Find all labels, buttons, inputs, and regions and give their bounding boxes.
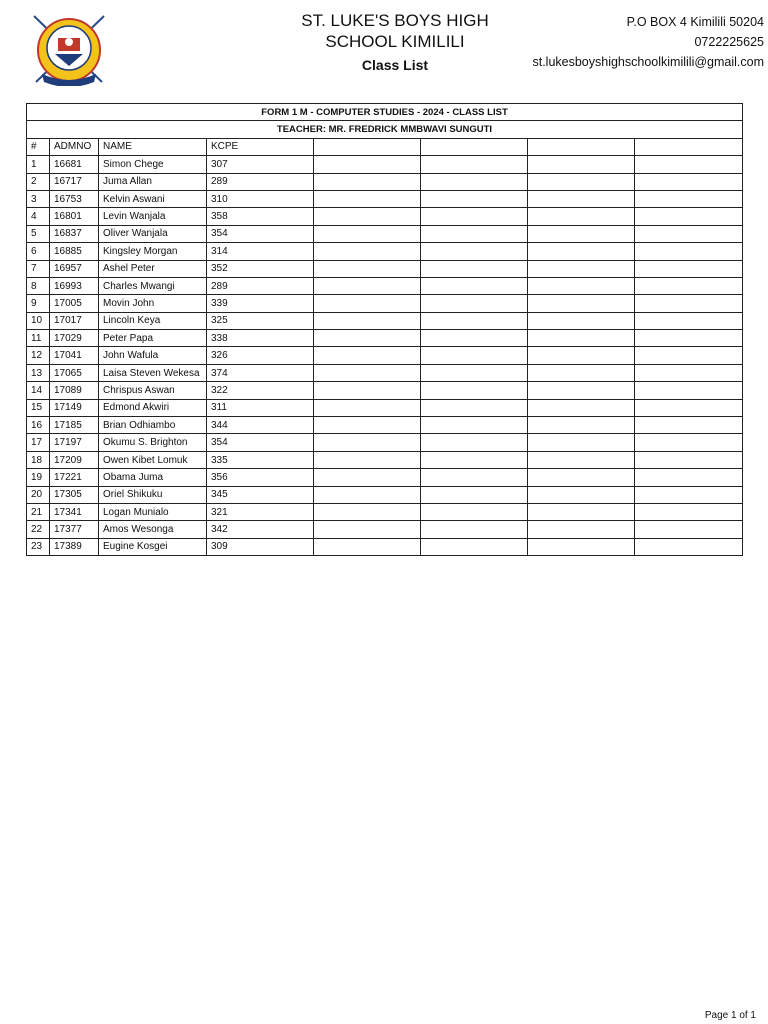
name-cell: John Wafula: [99, 347, 207, 364]
kcpe-cell: 338: [207, 330, 314, 347]
table-row: [27, 538, 743, 555]
row-number-cell: 8: [27, 277, 50, 294]
kcpe-cell: 358: [207, 208, 314, 225]
row-number-cell: 4: [27, 208, 50, 225]
empty-cell: [314, 225, 421, 242]
table-row: [27, 417, 743, 434]
admno-cell: 16753: [50, 190, 99, 207]
empty-cell: [421, 469, 528, 486]
empty-cell: [421, 173, 528, 190]
kcpe-cell: 354: [207, 225, 314, 242]
empty-cell: [528, 451, 635, 468]
name-cell: Kingsley Morgan: [99, 243, 207, 260]
empty-cell: [528, 503, 635, 520]
row-number-cell: 2: [27, 173, 50, 190]
empty-cell: [635, 434, 743, 451]
empty-cell: [635, 330, 743, 347]
kcpe-cell: 339: [207, 295, 314, 312]
table-row: [27, 295, 743, 312]
empty-cell: [314, 190, 421, 207]
empty-cell: [421, 364, 528, 381]
admno-cell: 17065: [50, 364, 99, 381]
admno-cell: 17197: [50, 434, 99, 451]
kcpe-cell: 309: [207, 538, 314, 555]
empty-cell: [635, 503, 743, 520]
name-cell: Chrispus Aswan: [99, 382, 207, 399]
table-row: [27, 208, 743, 225]
kcpe-cell: 289: [207, 173, 314, 190]
row-number-cell: 12: [27, 347, 50, 364]
admno-cell: 17209: [50, 451, 99, 468]
row-number-cell: 11: [27, 330, 50, 347]
empty-cell: [635, 382, 743, 399]
row-number-cell: 15: [27, 399, 50, 416]
empty-cell: [314, 486, 421, 503]
row-number-cell: 6: [27, 243, 50, 260]
row-number-cell: 1: [27, 156, 50, 173]
empty-cell: [528, 364, 635, 381]
column-header: #: [27, 138, 50, 155]
admno-cell: 17185: [50, 417, 99, 434]
empty-cell: [421, 225, 528, 242]
table-row: [27, 330, 743, 347]
row-number-cell: 20: [27, 486, 50, 503]
empty-cell: [314, 243, 421, 260]
empty-cell: [314, 312, 421, 329]
empty-cell: [314, 538, 421, 555]
name-cell: Juma Allan: [99, 173, 207, 190]
column-header: [528, 138, 635, 155]
name-cell: Amos Wesonga: [99, 521, 207, 538]
phone-number: 0722225625: [694, 35, 764, 49]
kcpe-cell: 326: [207, 347, 314, 364]
empty-cell: [635, 190, 743, 207]
kcpe-cell: 321: [207, 503, 314, 520]
row-number-cell: 5: [27, 225, 50, 242]
empty-cell: [528, 538, 635, 555]
row-number-cell: 14: [27, 382, 50, 399]
class-list-table: [26, 103, 743, 556]
admno-cell: 17089: [50, 382, 99, 399]
school-crest-icon: [28, 12, 110, 86]
empty-cell: [421, 295, 528, 312]
row-number-cell: 21: [27, 503, 50, 520]
column-header: [635, 138, 743, 155]
name-cell: Brian Odhiambo: [99, 417, 207, 434]
empty-cell: [635, 347, 743, 364]
teacher-name: TEACHER: MR. FREDRICK MMBWAVI SUNGUTI: [27, 121, 743, 138]
kcpe-cell: 352: [207, 260, 314, 277]
empty-cell: [635, 486, 743, 503]
table-row: [27, 277, 743, 294]
empty-cell: [528, 260, 635, 277]
empty-cell: [314, 208, 421, 225]
row-number-cell: 9: [27, 295, 50, 312]
empty-cell: [421, 538, 528, 555]
table-row: [27, 190, 743, 207]
table-row: [27, 173, 743, 190]
empty-cell: [421, 312, 528, 329]
name-cell: Peter Papa: [99, 330, 207, 347]
admno-cell: 16885: [50, 243, 99, 260]
empty-cell: [635, 312, 743, 329]
kcpe-cell: 325: [207, 312, 314, 329]
admno-cell: 17029: [50, 330, 99, 347]
empty-cell: [528, 277, 635, 294]
name-cell: Logan Munialo: [99, 503, 207, 520]
empty-cell: [528, 382, 635, 399]
empty-cell: [314, 521, 421, 538]
row-number-cell: 3: [27, 190, 50, 207]
admno-cell: 17149: [50, 399, 99, 416]
empty-cell: [421, 486, 528, 503]
empty-cell: [421, 190, 528, 207]
table-title-row: [27, 104, 743, 121]
kcpe-cell: 322: [207, 382, 314, 399]
empty-cell: [421, 521, 528, 538]
empty-cell: [635, 521, 743, 538]
name-cell: Edmond Akwiri: [99, 399, 207, 416]
empty-cell: [314, 451, 421, 468]
name-cell: Laisa Steven Wekesa: [99, 364, 207, 381]
empty-cell: [635, 208, 743, 225]
postal-address: P.O BOX 4 Kimilili 50204: [626, 15, 764, 29]
column-header-row: [27, 138, 743, 155]
name-cell: Oliver Wanjala: [99, 225, 207, 242]
name-cell: Okumu S. Brighton: [99, 434, 207, 451]
empty-cell: [421, 208, 528, 225]
empty-cell: [421, 434, 528, 451]
row-number-cell: 23: [27, 538, 50, 555]
table-row: [27, 451, 743, 468]
name-cell: Kelvin Aswani: [99, 190, 207, 207]
row-number-cell: 16: [27, 417, 50, 434]
admno-cell: 16993: [50, 277, 99, 294]
name-cell: Movin John: [99, 295, 207, 312]
admno-cell: 17005: [50, 295, 99, 312]
column-header: KCPE: [207, 138, 314, 155]
empty-cell: [421, 399, 528, 416]
admno-cell: 17221: [50, 469, 99, 486]
row-number-cell: 22: [27, 521, 50, 538]
teacher-row: [27, 121, 743, 138]
empty-cell: [314, 173, 421, 190]
admno-cell: 17341: [50, 503, 99, 520]
admno-cell: 17305: [50, 486, 99, 503]
name-cell: Simon Chege: [99, 156, 207, 173]
table-row: [27, 364, 743, 381]
name-cell: Ashel Peter: [99, 260, 207, 277]
row-number-cell: 13: [27, 364, 50, 381]
name-cell: Levin Wanjala: [99, 208, 207, 225]
empty-cell: [528, 312, 635, 329]
empty-cell: [528, 243, 635, 260]
empty-cell: [635, 277, 743, 294]
empty-cell: [421, 277, 528, 294]
empty-cell: [314, 417, 421, 434]
empty-cell: [314, 260, 421, 277]
empty-cell: [528, 469, 635, 486]
school-name: [250, 10, 540, 52]
empty-cell: [528, 330, 635, 347]
empty-cell: [635, 260, 743, 277]
empty-cell: [314, 399, 421, 416]
empty-cell: [528, 521, 635, 538]
empty-cell: [421, 347, 528, 364]
empty-cell: [528, 434, 635, 451]
empty-cell: [314, 434, 421, 451]
name-cell: Charles Mwangi: [99, 277, 207, 294]
empty-cell: [314, 330, 421, 347]
empty-cell: [635, 173, 743, 190]
name-cell: Lincoln Keya: [99, 312, 207, 329]
row-number-cell: 7: [27, 260, 50, 277]
column-header: [421, 138, 528, 155]
empty-cell: [635, 451, 743, 468]
admno-cell: 16837: [50, 225, 99, 242]
empty-cell: [635, 469, 743, 486]
empty-cell: [421, 156, 528, 173]
column-header: [314, 138, 421, 155]
admno-cell: 17041: [50, 347, 99, 364]
empty-cell: [528, 295, 635, 312]
row-number-cell: 10: [27, 312, 50, 329]
empty-cell: [528, 225, 635, 242]
document-title: Class List: [361, 57, 429, 73]
table-row: [27, 347, 743, 364]
empty-cell: [314, 503, 421, 520]
empty-cell: [528, 399, 635, 416]
empty-cell: [635, 399, 743, 416]
empty-cell: [421, 503, 528, 520]
table-row: [27, 434, 743, 451]
contact-block: [532, 12, 764, 72]
kcpe-cell: 354: [207, 434, 314, 451]
empty-cell: [528, 208, 635, 225]
empty-cell: [314, 364, 421, 381]
empty-cell: [421, 451, 528, 468]
admno-cell: 17389: [50, 538, 99, 555]
kcpe-cell: 335: [207, 451, 314, 468]
page-number: Page 1 of 1: [704, 1010, 756, 1021]
empty-cell: [528, 156, 635, 173]
empty-cell: [528, 347, 635, 364]
empty-cell: [314, 469, 421, 486]
name-cell: Owen Kibet Lomuk: [99, 451, 207, 468]
row-number-cell: 18: [27, 451, 50, 468]
admno-cell: 17017: [50, 312, 99, 329]
column-header: ADMNO: [50, 138, 99, 155]
empty-cell: [528, 190, 635, 207]
table-title: FORM 1 M - COMPUTER STUDIES - 2024 - CLASS LIST: [27, 104, 743, 121]
table-row: [27, 469, 743, 486]
empty-cell: [635, 156, 743, 173]
empty-cell: [421, 243, 528, 260]
kcpe-cell: 307: [207, 156, 314, 173]
kcpe-cell: 311: [207, 399, 314, 416]
empty-cell: [528, 486, 635, 503]
kcpe-cell: 342: [207, 521, 314, 538]
name-cell: Eugine Kosgei: [99, 538, 207, 555]
table-row: [27, 260, 743, 277]
kcpe-cell: 344: [207, 417, 314, 434]
table-row: [27, 503, 743, 520]
row-number-cell: 19: [27, 469, 50, 486]
admno-cell: 16801: [50, 208, 99, 225]
empty-cell: [635, 538, 743, 555]
table-row: [27, 382, 743, 399]
name-cell: Obama Juma: [99, 469, 207, 486]
kcpe-cell: 289: [207, 277, 314, 294]
kcpe-cell: 345: [207, 486, 314, 503]
empty-cell: [421, 417, 528, 434]
empty-cell: [314, 382, 421, 399]
admno-cell: 16717: [50, 173, 99, 190]
kcpe-cell: 374: [207, 364, 314, 381]
table-row: [27, 243, 743, 260]
school-name-line-1: ST. LUKE'S BOYS HIGH: [301, 11, 489, 30]
kcpe-cell: 310: [207, 190, 314, 207]
email-address: st.lukesboyshighschoolkimilili@gmail.com: [532, 55, 764, 69]
kcpe-cell: 356: [207, 469, 314, 486]
admno-cell: 16957: [50, 260, 99, 277]
table-row: [27, 156, 743, 173]
empty-cell: [635, 295, 743, 312]
empty-cell: [635, 225, 743, 242]
table-row: [27, 312, 743, 329]
table-row: [27, 399, 743, 416]
column-header: NAME: [99, 138, 207, 155]
empty-cell: [528, 173, 635, 190]
admno-cell: 17377: [50, 521, 99, 538]
empty-cell: [421, 382, 528, 399]
empty-cell: [421, 260, 528, 277]
empty-cell: [635, 364, 743, 381]
empty-cell: [528, 417, 635, 434]
empty-cell: [314, 295, 421, 312]
empty-cell: [635, 417, 743, 434]
empty-cell: [314, 156, 421, 173]
name-cell: Oriel Shikuku: [99, 486, 207, 503]
school-name-line-2: SCHOOL KIMILILI: [325, 32, 465, 51]
empty-cell: [635, 243, 743, 260]
table-row: [27, 521, 743, 538]
empty-cell: [421, 330, 528, 347]
kcpe-cell: 314: [207, 243, 314, 260]
row-number-cell: 17: [27, 434, 50, 451]
table-row: [27, 486, 743, 503]
admno-cell: 16681: [50, 156, 99, 173]
table-row: [27, 225, 743, 242]
empty-cell: [314, 277, 421, 294]
empty-cell: [314, 347, 421, 364]
